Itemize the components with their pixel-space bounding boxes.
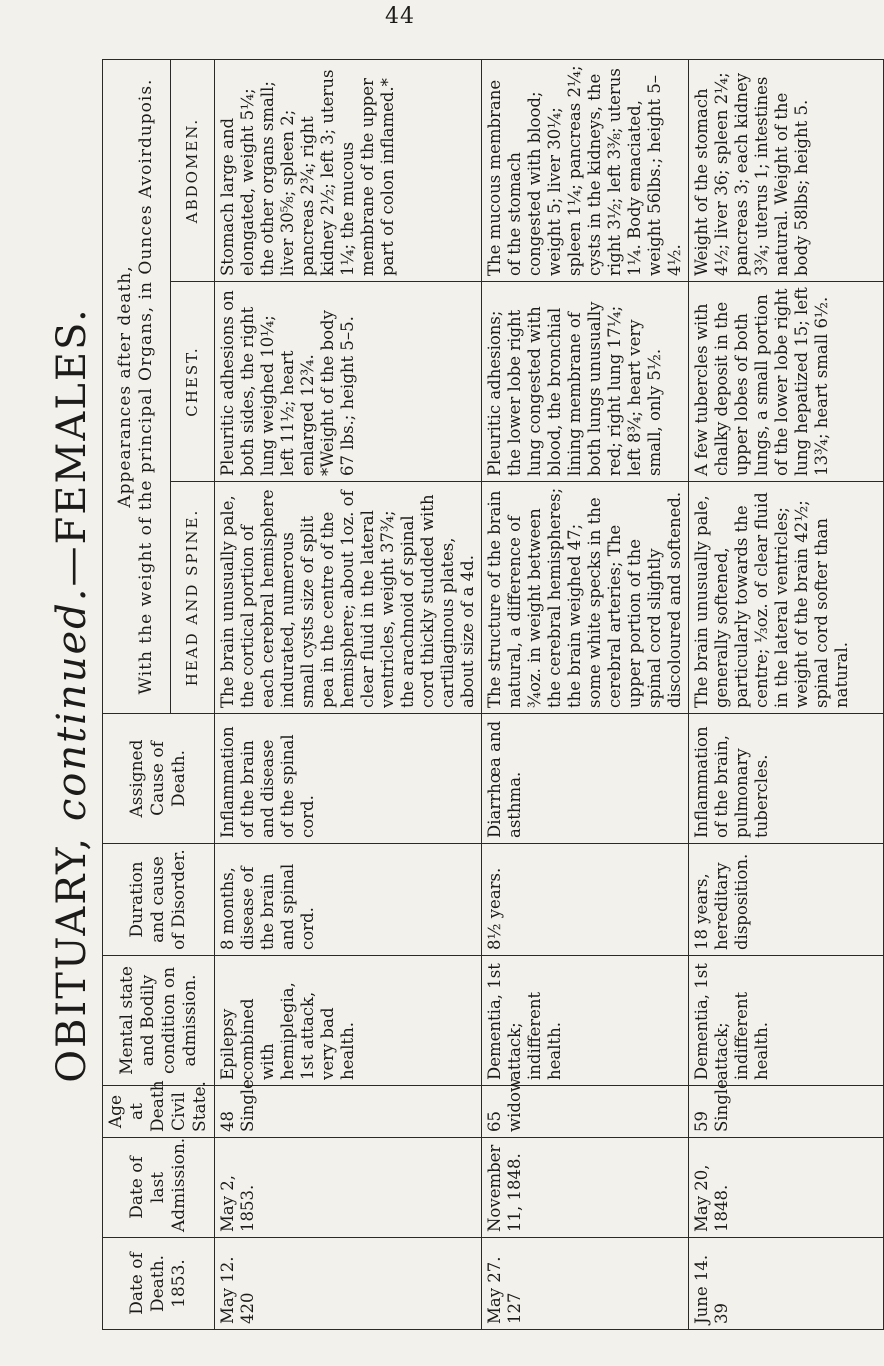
cell-abdomen: The mucous membrane of the stomach congested with blood; weight 5; liver 30¼; spleen 1¼; pancreas 2¼; cysts in the kidneys, the right 3½; left 3⅜; uterus 1¼. Body emaciated, weight 56lbs.; height 5–4½. [482, 60, 689, 282]
cell-duration: 8½ years. [482, 844, 689, 956]
cell-duration: 18 years, hereditary disposition. [689, 844, 884, 956]
appearances-header [103, 60, 171, 714]
cell-mental: Dementia, 1st attack; indifferent health. [482, 956, 689, 1086]
cell-chest: Pleuritic adhesions on both sides, the right lung weighed 10¼; left 11½; heart enlarged 12¾. *Weight of the body 67 lbs.; height 5–5. [215, 282, 482, 482]
title-continued: continued. [49, 586, 95, 822]
cell-head: The structure of the brain natural, a difference of ¾oz. in weight between the cerebral hemispheres; the brain weighed 47; some white specks in the cerebral arteries; The upper portion of the spinal cord slightly discoloured and softened. [482, 482, 689, 714]
rotated-sheet [49, 60, 851, 1330]
cell-death: June 14. 39 [689, 1238, 884, 1330]
cell-age: 59 Single [689, 1086, 884, 1138]
col-abdomen: ABDOMEN. [170, 60, 214, 282]
page-number: 44 [385, 4, 415, 29]
col-chest: CHEST. [170, 282, 214, 482]
col-duration: Duration and cause of Disorder. [103, 844, 215, 956]
cell-death: May 12. 420 [215, 1238, 482, 1330]
cell-admission: May 20, 1848. [689, 1138, 884, 1238]
col-age-civil-state: Age at Death Civil State. [103, 1086, 215, 1138]
title-main: OBITUARY, [49, 835, 95, 1083]
cell-chest: A few tubercles with chalky deposit in the upper lobes of both lungs, a small portion of the lower lobe right lung hepatized 15; left 13¾; heart small 6½. [689, 282, 884, 482]
cell-age: 65 widow [482, 1086, 689, 1138]
cell-mental: Epilepsy combined with hemiplegia, 1st attack, very bad health. [215, 956, 482, 1086]
col-date-of-death: Date of Death. 1853. [103, 1238, 215, 1330]
cell-duration: 8 months, disease of the brain and spinal cord. [215, 844, 482, 956]
cell-mental: Dementia, 1st attack; indifferent health. [689, 956, 884, 1086]
cell-head: The brain unusually pale, generally softened, particularly towards the centre; ⅓oz. of clear fluid in the lateral ventricles; weight of the brain 42½; spinal cord softer than natural. [689, 482, 884, 714]
cell-age: 48 Single [215, 1086, 482, 1138]
appearances-line1: Appearances after death, [115, 265, 136, 508]
cell-head: The brain unusually pale, the cortical portion of each cerebral hemisphere indurated, numerous small cysts size of split pea in the centre of the hemisphere; about 1oz. of clear fluid in the lateral ventricles, weight 37¾; the arachnoid of spinal cord thickly studded with cartilaginous plates, about size of a 4d. [215, 482, 482, 714]
cell-cause: Inflammation of the brain and disease of the spinal cord. [215, 714, 482, 844]
cell-cause: Diarrhœa and asthma. [482, 714, 689, 844]
cell-chest: Pleuritic adhesions; the lower lobe right lung congested with blood, the bronchial lining membrane of both lungs unusually red; right lung 17¼; left 8¾; heart very small, only 5½. [482, 282, 689, 482]
cell-admission: November 11, 1848. [482, 1138, 689, 1238]
cell-death: May 27. 127 [482, 1238, 689, 1330]
cell-cause: Inflammation of the brain, pulmonary tubercles. [689, 714, 884, 844]
table-row [215, 60, 482, 1330]
cell-admission: May 2, 1853. [215, 1138, 482, 1238]
cell-abdomen: Weight of the stomach 4½; liver 36; spleen 2¼; pancreas 3; each kidney 3¾; uterus 1; intestines natural. Weight of the body 58lbs; height 5. [689, 60, 884, 282]
col-head-and-spine: HEAD AND SPINE. [170, 482, 214, 714]
col-assigned-cause: Assigned Cause of Death. [103, 714, 215, 844]
col-date-of-admission: Date of last Admission. [103, 1138, 215, 1238]
obituary-table [102, 59, 884, 1330]
title-females: —FEMALES. [49, 307, 95, 587]
col-mental-state: Mental state and Bodily condition on admission. [103, 956, 215, 1086]
table-row [482, 60, 689, 1330]
appearances-line2: With the weight of the principal Organs, in Ounces Avoirdupois. [136, 78, 157, 695]
page-title [50, 60, 94, 1330]
cell-abdomen: Stomach large and elongated, weight 5¼; the other organs small; liver 30⅝; spleen 2; pancreas 2¾; right kidney 2½; left 3; uterus 1¼; the mucous membrane of the upper part of colon inflamed.* [215, 60, 482, 282]
table-row [689, 60, 884, 1330]
